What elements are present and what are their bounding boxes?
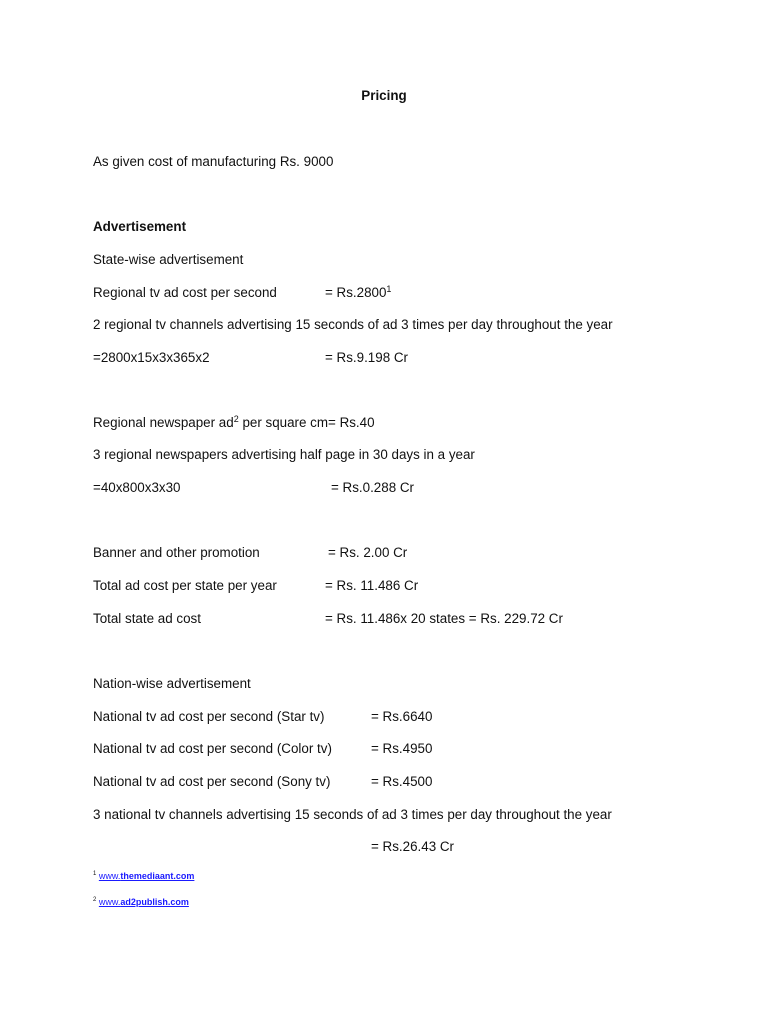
manufacturing-cost-text: As given cost of manufacturing Rs. 9000 (93, 154, 334, 169)
footnote-2-link[interactable] (99, 897, 189, 907)
regional-tv-total: = Rs.9.198 Cr (325, 350, 408, 365)
banner-value: = Rs. 2.00 Cr (328, 545, 408, 560)
footnote-1-prefix: www. (98, 871, 121, 881)
footnote-2-prefix: www. (98, 897, 121, 907)
banner-label: Banner and other promotion (93, 545, 260, 560)
total-per-state-value: = Rs. 11.486 Cr (325, 578, 419, 593)
newspaper-description: 3 regional newspapers advertising half page in 30 days in a year (93, 447, 475, 462)
regional-tv-value-text: = Rs.2800 (325, 285, 387, 300)
state-wise-heading: State-wise advertisement (93, 252, 244, 267)
regional-tv-label: Regional tv ad cost per second (93, 285, 277, 300)
newspaper-total: = Rs.0.288 Cr (331, 480, 414, 495)
newspaper-label (93, 415, 375, 431)
newspaper-label-a: Regional newspaper ad (93, 415, 234, 430)
color-tv-label: National tv ad cost per second (Color tv) (93, 741, 332, 756)
total-per-state-label: Total ad cost per state per year (93, 578, 277, 593)
advertisement-heading: Advertisement (93, 219, 187, 234)
newspaper-label-b: per square cm= Rs.40 (238, 415, 375, 430)
footnote-1-number: 1 (93, 871, 97, 877)
footnote-1 (93, 871, 194, 882)
footnote-1-link[interactable] (99, 871, 195, 881)
footnote-2-number: 2 (93, 897, 97, 903)
footnote-ref-1[interactable]: 1 (386, 284, 392, 294)
star-tv-label: National tv ad cost per second (Star tv) (93, 709, 325, 724)
footnote-ref-2[interactable]: 2 (233, 414, 239, 424)
page-title: Pricing (361, 88, 407, 103)
footnote-2-domain: ad2publish.com (120, 897, 189, 907)
nation-wise-heading: Nation-wise advertisement (93, 676, 251, 691)
regional-tv-description: 2 regional tv channels advertising 15 seconds of ad 3 times per day throughout the year (93, 317, 613, 332)
regional-tv-calculation: =2800x15x3x365x2 (93, 350, 210, 365)
newspaper-calculation: =40x800x3x30 (93, 480, 181, 495)
national-tv-description: 3 national tv channels advertising 15 seconds of ad 3 times per day throughout the year (93, 807, 612, 822)
footnote-2 (93, 897, 189, 908)
footnote-1-domain: themediaant.com (120, 871, 195, 881)
color-tv-value: = Rs.4950 (371, 741, 433, 756)
national-tv-total: = Rs.26.43 Cr (371, 839, 454, 854)
sony-tv-value: = Rs.4500 (371, 774, 433, 789)
star-tv-value: = Rs.6640 (371, 709, 433, 724)
total-state-value: = Rs. 11.486x 20 states = Rs. 229.72 Cr (325, 611, 563, 626)
regional-tv-value (325, 285, 391, 301)
total-state-label: Total state ad cost (93, 611, 201, 626)
sony-tv-label: National tv ad cost per second (Sony tv) (93, 774, 331, 789)
